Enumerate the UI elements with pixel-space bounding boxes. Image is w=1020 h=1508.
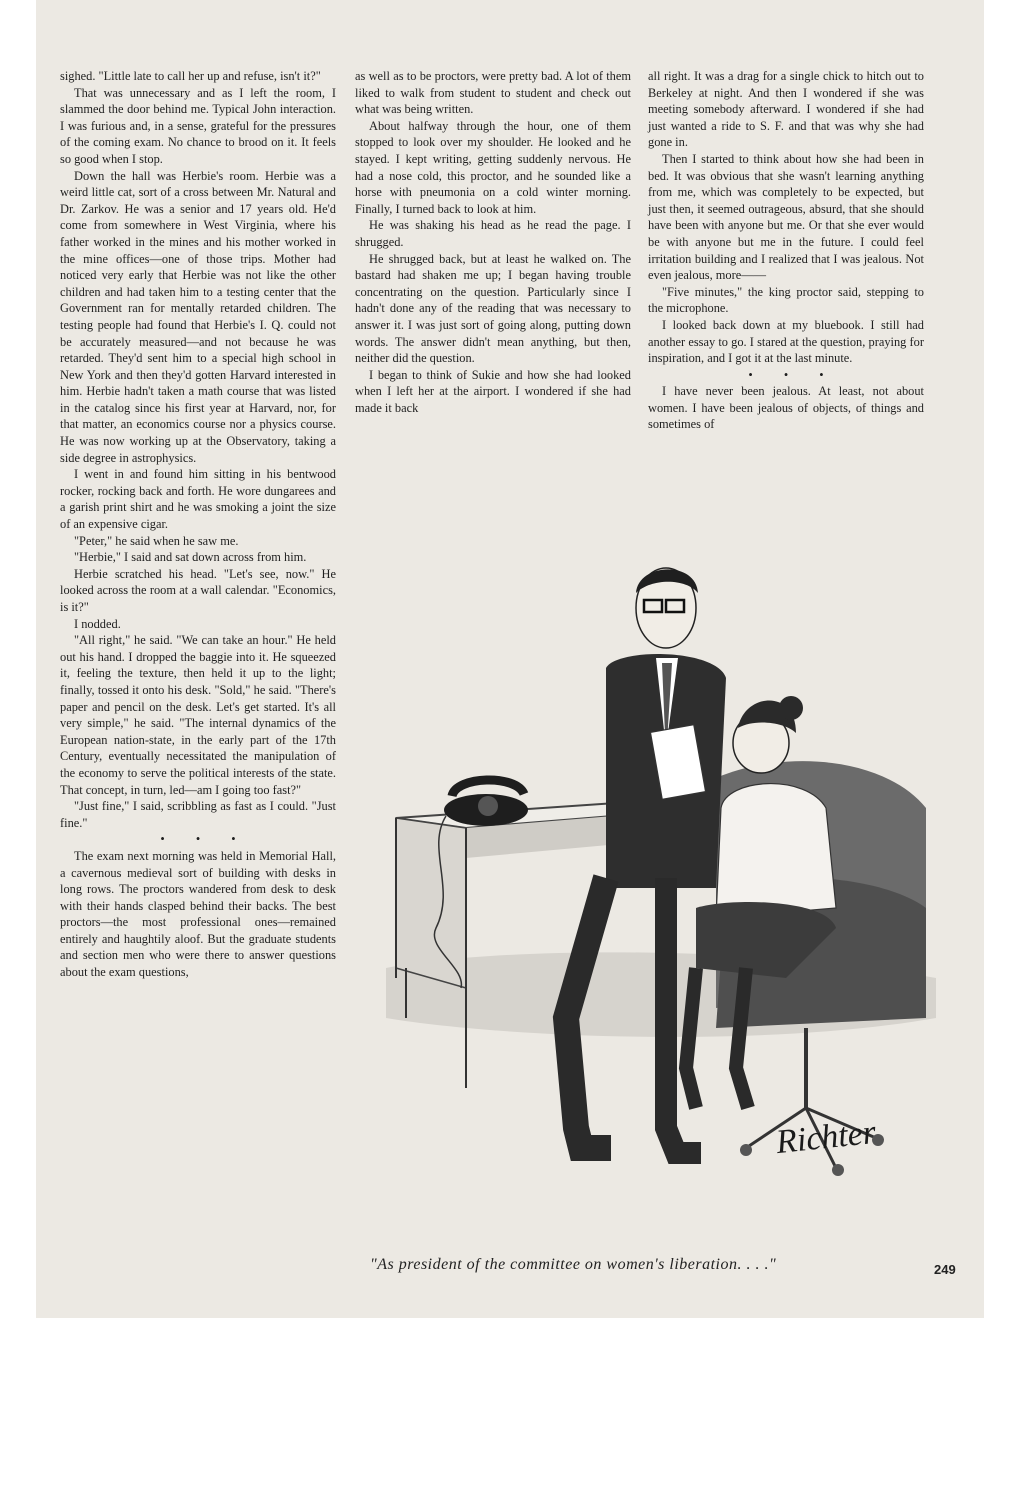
page-number: 249 [934, 1262, 956, 1277]
paragraph: I went in and found him sitting in his bentwood rocker, rocking back and forth. He wore dungarees and a garish print shirt and he was smoking a joint the size of an expensive cigar. [60, 467, 336, 532]
paragraph: "Peter," he said when he saw me. [74, 533, 239, 548]
cartoon-caption: "As president of the committee on women's liberation. . . ." [370, 1256, 777, 1273]
cartoon-illustration [366, 548, 946, 1508]
paragraph: Then I started to think about how she had been in bed. It was obvious that she wasn't learning anything from me, which was completely to be expected, but just then, it seemed outrageous, absurd, that she should have been with anyone but me. Or that she ever would be with anyone but me in the future. I could feel irritation building and I realized that I was jealous. Not even jealous, more—— [648, 151, 924, 283]
paragraph: That was unnecessary and as I left the room, I slammed the door behind me. Typical John interaction. I was furious and, in a sense, grateful for the pressures of the coming exam. No chance to brood on it. It feels so good when I stop. [60, 85, 336, 166]
paragraph: I nodded. [74, 616, 121, 631]
paragraph: The exam next morning was held in Memorial Hall, a cavernous medieval sort of building with desks in long rows. The proctors wandered from desk to desk with their hands clasped behind their backs. The best proctors—the most professional ones—remained entirely and haughtily aloof. But the graduate students and section men who were there to answer questions about the exam questions, [60, 848, 336, 980]
paragraph: He was shaking his head as he read the page. I shrugged. [355, 218, 631, 249]
paragraph: I have never been jealous. At least, not about women. I have been jealous of objects, of things and sometimes of [648, 384, 924, 432]
paragraph: "Just fine," I said, scribbling as fast as I could. "Just fine." [60, 799, 336, 830]
standing-man-figure [566, 568, 726, 1153]
paragraph: sighed. "Little late to call her up and refuse, isn't it?" [60, 69, 321, 83]
text-column-2 [355, 68, 631, 416]
paragraph: Herbie scratched his head. "Let's see, now." He looked across the room at a wall calendar. "Economics, is it?" [60, 566, 336, 614]
magazine-page [36, 0, 984, 1318]
paragraph: I looked back down at my bluebook. I still had another essay to go. I stared at the question, praying for inspiration, and I got it at the last minute. [648, 317, 924, 366]
paragraph: as well as to be proctors, were pretty bad. A lot of them liked to walk from student to student and check out what was being written. [355, 69, 631, 117]
paragraph: all right. It was a drag for a single chick to hitch out to Berkeley at night. And then I wondered if she was meeting somebody afterward. I wondered if she had just wanted a ride to S. F. and that was why she had gone in. [648, 69, 924, 150]
paragraph: About halfway through the hour, one of them stopped to look over my shoulder. He looked and he stayed. I kept writing, getting suddenly nervous. He had a nose cold, this proctor, and he sounded like a horse with pneumonia on a cold winter morning. Finally, I turned back to look at him. [355, 118, 631, 216]
paragraph: "Five minutes," the king proctor said, stepping to the microphone. [648, 284, 924, 316]
paragraph: I began to think of Sukie and how she had looked when I left her at the airport. I wondered if she had made it back [355, 367, 631, 415]
paragraph: "Herbie," I said and sat down across from him. [74, 550, 307, 565]
section-break: • • • [160, 832, 250, 847]
text-column-1 [60, 68, 336, 981]
paragraph: "All right," he said. "We can take an hour." He held out his hand. I dropped the baggie into it. He squeezed it, feeling the texture, then held it up to the light; finally, tossed it onto his desk. "Sold," he said. "There's paper and pencil on the desk. Let's get started. It's all very simple," he said. "The internal dynamics of the European nation-state, in the early part of the 17th Century, eventually necessitated the manipulation of the economy to serve the political interests of the state. That concept, in turn, led—am I going too fast?" [60, 633, 336, 797]
section-break: • • • [748, 367, 838, 382]
paragraph: Down the hall was Herbie's room. Herbie was a weird little cat, sort of a cross between Mr. Natural and Dr. Zarkov. He was a senior and 17 years old. He'd come from somewhere in West Virginia, where his father worked in the mines and his mother worked in the mine offices—one of those trips. Mother had noticed very early that Herbie was not like the other children and had taken him to a testing center that the Government ran for mentally retarded children. The testing people had found that Herbie's I. Q. could not be accurately measured—and not because he was retarded. They'd sent him to a special high school in New York and then they'd gotten Harvard interested in him. Herbie hadn't taken a math course that was listed in the catalog since his first year at Harvard, nor, for that matter, an economics course nor a physics course. He was now working up at the Observatory, taking a side degree in astrophysics. [60, 168, 336, 465]
artist-signature: Richter [774, 1113, 878, 1162]
paragraph: He shrugged back, but at least he walked on. The bastard had shaken me up; I began having trouble concentrating on the question. Particularly since I hadn't done any of the reading that was necessary to answer it. I was just sort of going along, putting down words. The answer didn't mean anything, but then, neither did the question. [355, 251, 631, 366]
text-column-3 [648, 68, 924, 433]
